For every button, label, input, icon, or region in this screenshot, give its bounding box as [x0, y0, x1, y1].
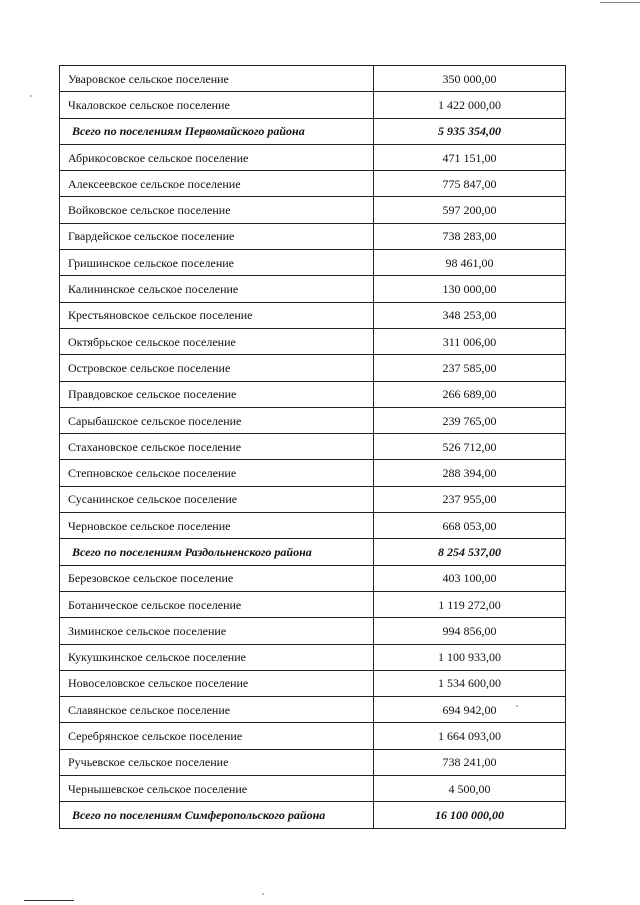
amount-cell: 1 119 272,00 [374, 591, 566, 617]
table-row [60, 749, 566, 775]
amount-cell: 16 100 000,00 [374, 802, 566, 828]
table-row [60, 486, 566, 512]
scan-speck [262, 893, 264, 895]
table-row [60, 276, 566, 302]
settlement-name-cell: Всего по поселениям Симферопольского района [60, 802, 374, 828]
settlement-name-cell: Зиминское сельское поселение [60, 618, 374, 644]
table-row [60, 776, 566, 802]
settlement-name-cell: Серебрянское сельское поселение [60, 723, 374, 749]
table-row [60, 460, 566, 486]
amount-cell: 1 534 600,00 [374, 670, 566, 696]
amount-cell: 738 241,00 [374, 749, 566, 775]
amount-cell: 348 253,00 [374, 302, 566, 328]
amount-cell: 694 942,00 [374, 697, 566, 723]
settlement-name-cell: Сусанинское сельское поселение [60, 486, 374, 512]
table-row [60, 565, 566, 591]
amount-cell: 8 254 537,00 [374, 539, 566, 565]
settlement-name-cell: Всего по поселениям Раздольненского района [60, 539, 374, 565]
amount-cell: 311 006,00 [374, 328, 566, 354]
amount-cell: 775 847,00 [374, 171, 566, 197]
scan-edge-mark [600, 2, 640, 3]
settlement-name-cell: Крестьяновское сельское поселение [60, 302, 374, 328]
table-row [60, 223, 566, 249]
table-row [60, 618, 566, 644]
amount-cell: 239 765,00 [374, 407, 566, 433]
settlement-name-cell: Сарыбашское сельское поселение [60, 407, 374, 433]
table-row [60, 697, 566, 723]
amount-cell: 237 955,00 [374, 486, 566, 512]
amount-cell: 994 856,00 [374, 618, 566, 644]
settlement-name-cell: Войковское сельское поселение [60, 197, 374, 223]
settlement-name-cell: Славянское сельское поселение [60, 697, 374, 723]
table-body [60, 66, 566, 829]
settlements-table [59, 65, 566, 829]
amount-cell: 597 200,00 [374, 197, 566, 223]
settlement-name-cell: Абрикосовское сельское поселение [60, 144, 374, 170]
footnote-rule [24, 900, 74, 901]
table-row [60, 328, 566, 354]
amount-cell: 403 100,00 [374, 565, 566, 591]
settlement-name-cell: Всего по поселениям Первомайского района [60, 118, 374, 144]
amount-cell: 471 151,00 [374, 144, 566, 170]
amount-cell: 1 100 933,00 [374, 644, 566, 670]
budget-table [59, 65, 566, 829]
settlement-name-cell: Степновское сельское поселение [60, 460, 374, 486]
amount-cell: 4 500,00 [374, 776, 566, 802]
amount-cell: 526 712,00 [374, 434, 566, 460]
table-row [60, 66, 566, 92]
table-row [60, 381, 566, 407]
table-row [60, 670, 566, 696]
amount-cell: 1 664 093,00 [374, 723, 566, 749]
settlement-name-cell: Гришинское сельское поселение [60, 250, 374, 276]
table-total-row [60, 802, 566, 828]
settlement-name-cell: Уваровское сельское поселение [60, 66, 374, 92]
settlement-name-cell: Новоселовское сельское поселение [60, 670, 374, 696]
amount-cell: 237 585,00 [374, 355, 566, 381]
table-row [60, 302, 566, 328]
settlement-name-cell: Калининское сельское поселение [60, 276, 374, 302]
settlement-name-cell: Чернышевское сельское поселение [60, 776, 374, 802]
settlement-name-cell: Ботаническое сельское поселение [60, 591, 374, 617]
amount-cell: 266 689,00 [374, 381, 566, 407]
table-row [60, 644, 566, 670]
amount-cell: 350 000,00 [374, 66, 566, 92]
amount-cell: 668 053,00 [374, 513, 566, 539]
scan-speck [30, 95, 32, 97]
settlement-name-cell: Чкаловское сельское поселение [60, 92, 374, 118]
amount-cell: 1 422 000,00 [374, 92, 566, 118]
settlement-name-cell: Кукушкинское сельское поселение [60, 644, 374, 670]
settlement-name-cell: Ручьевское сельское поселение [60, 749, 374, 775]
table-total-row [60, 118, 566, 144]
settlement-name-cell: Стахановское сельское поселение [60, 434, 374, 460]
amount-cell: 98 461,00 [374, 250, 566, 276]
amount-cell: 288 394,00 [374, 460, 566, 486]
table-row [60, 407, 566, 433]
table-row [60, 144, 566, 170]
table-row [60, 513, 566, 539]
amount-cell: 130 000,00 [374, 276, 566, 302]
table-total-row [60, 539, 566, 565]
table-row [60, 591, 566, 617]
table-row [60, 250, 566, 276]
amount-cell: 5 935 354,00 [374, 118, 566, 144]
amount-cell: 738 283,00 [374, 223, 566, 249]
settlement-name-cell: Островское сельское поселение [60, 355, 374, 381]
table-row [60, 355, 566, 381]
settlement-name-cell: Гвардейское сельское поселение [60, 223, 374, 249]
table-row [60, 434, 566, 460]
table-row [60, 723, 566, 749]
table-row [60, 171, 566, 197]
settlement-name-cell: Черновское сельское поселение [60, 513, 374, 539]
settlement-name-cell: Березовское сельское поселение [60, 565, 374, 591]
settlement-name-cell: Октябрьское сельское поселение [60, 328, 374, 354]
table-row [60, 197, 566, 223]
settlement-name-cell: Правдовское сельское поселение [60, 381, 374, 407]
settlement-name-cell: Алексеевское сельское поселение [60, 171, 374, 197]
table-row [60, 92, 566, 118]
